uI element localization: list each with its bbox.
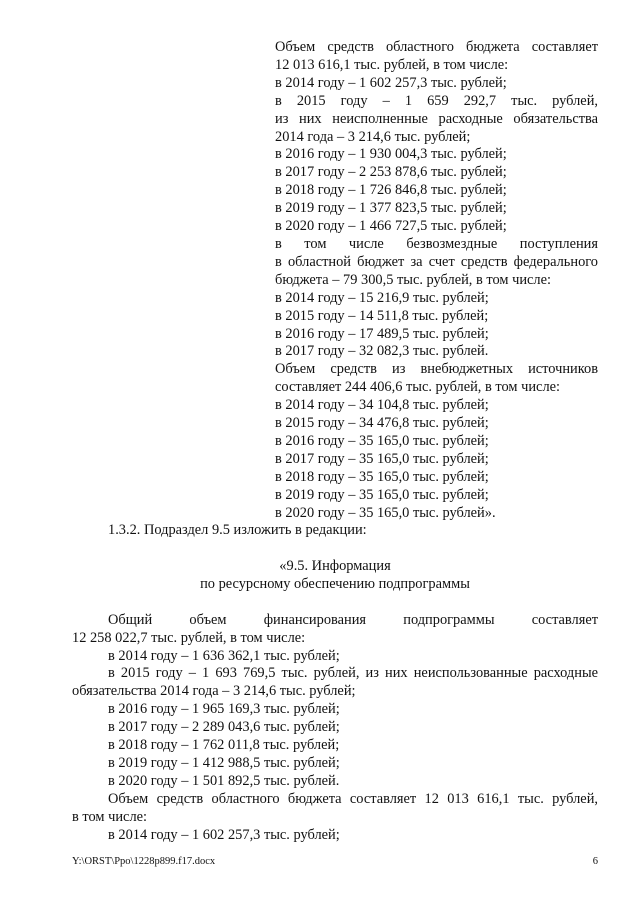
text-line: Объем средств областного бюджета составляет — [275, 39, 598, 55]
year-line-2015: в 2015 году – 1 693 769,5 тыс. рублей, из них неиспользованные расходные — [108, 665, 598, 682]
year-line-2015-cont: обязательства 2014 года – 3 214,6 тыс. рублей; — [72, 683, 356, 700]
text-line: в 2020 году – 1 466 727,5 тыс. рублей; — [275, 218, 507, 235]
text-line: в 2014 году – 15 216,9 тыс. рублей; — [275, 289, 489, 306]
year-line-2014: в 2014 году – 1 636 362,1 тыс. рублей; — [108, 647, 340, 664]
year-line-2017: в 2017 году – 2 289 043,6 тыс. рублей; — [108, 719, 340, 736]
text-line: в 2020 году – 35 165,0 тыс. рублей». — [275, 504, 496, 521]
regional-budget-cont: в том числе: — [72, 808, 148, 825]
year-line-2019: в 2019 году – 1 412 988,5 тыс. рублей; — [108, 754, 340, 771]
total-financing: Общий объем финансирования подпрограммы составляет — [108, 611, 598, 628]
text-line: в 2014 году – 34 104,8 тыс. рублей; — [275, 397, 489, 414]
text-line: составляет 244 406,6 тыс. рублей, в том числе: — [275, 379, 561, 396]
text-line: в 2017 году – 32 082,3 тыс. рублей. — [275, 343, 489, 360]
file-path: Y:\ORST\Ppo\1228p899.f17.docx — [72, 856, 216, 867]
spacer — [72, 594, 598, 612]
text-line: в 2014 году – 1 602 257,3 тыс. рублей; — [275, 74, 507, 91]
text-line: в 2015 году – 14 511,8 тыс. рублей; — [275, 307, 489, 324]
text-line: 2014 года – 3 214,6 тыс. рублей; — [275, 128, 471, 145]
total-financing-cont: 12 258 022,7 тыс. рублей, в том числе: — [72, 629, 306, 646]
spacer — [72, 540, 598, 558]
section-subheading: по ресурсному обеспечению подпрограммы — [200, 575, 470, 592]
year-line-2016: в 2016 году – 1 965 169,3 тыс. рублей; — [108, 701, 340, 718]
year-line-2018: в 2018 году – 1 762 011,8 тыс. рублей; — [108, 737, 340, 754]
regional-budget: Объем средств областного бюджета составляет 12 013 616,1 тыс. рублей, — [108, 790, 598, 807]
section-block — [72, 522, 598, 845]
text-line: из них неисполненные расходные обязательства — [275, 110, 598, 127]
section-heading: «9.5. Информация — [279, 557, 391, 574]
text-line: в 2015 году – 34 476,8 тыс. рублей; — [275, 415, 489, 432]
text-line: бюджета – 79 300,5 тыс. рублей, в том числе: — [275, 271, 551, 288]
text-line: в 2019 году – 1 377 823,5 тыс. рублей; — [275, 200, 507, 217]
text-line: в 2015 году – 1 659 292,7 тыс. рублей, — [275, 92, 598, 109]
top-text-block — [275, 39, 598, 522]
text-line: в 2017 году – 2 253 878,6 тыс. рублей; — [275, 164, 507, 181]
text-line: Объем средств из внебюджетных источников — [275, 361, 598, 378]
text-line: в 2016 году – 1 930 004,3 тыс. рублей; — [275, 146, 507, 163]
text-line: в 2017 году – 35 165,0 тыс. рублей; — [275, 450, 489, 467]
text-line: в том числе безвозмездные поступления — [275, 235, 598, 252]
regional-2014: в 2014 году – 1 602 257,3 тыс. рублей; — [108, 826, 340, 843]
text-line: в 2019 году – 35 165,0 тыс. рублей; — [275, 486, 489, 503]
text-line: 12 013 616,1 тыс. рублей, в том числе: — [275, 56, 509, 73]
text-line: в 2016 году – 17 489,5 тыс. рублей; — [275, 325, 489, 342]
page-number: 6 — [592, 856, 598, 867]
text-line: в 2018 году – 1 726 846,8 тыс. рублей; — [275, 182, 507, 199]
section-intro: 1.3.2. Подраздел 9.5 изложить в редакции: — [108, 522, 367, 538]
text-line: в областной бюджет за счет средств федерального — [275, 253, 598, 270]
text-line: в 2018 году – 35 165,0 тыс. рублей; — [275, 468, 489, 485]
text-line: в 2016 году – 35 165,0 тыс. рублей; — [275, 432, 489, 449]
year-line-2020: в 2020 году – 1 501 892,5 тыс. рублей. — [108, 772, 340, 789]
